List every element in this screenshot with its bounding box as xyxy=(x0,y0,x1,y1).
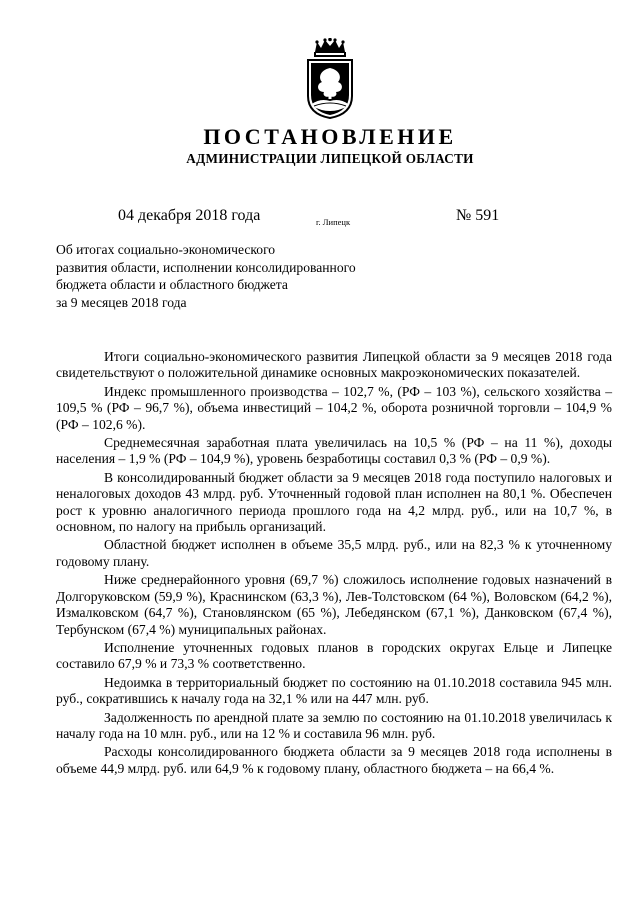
document-body xyxy=(56,349,612,779)
body-paragraph: Ниже среднерайонного уровня (69,7 %) сложилось исполнение годовых назначений в Долгоруковском (59,9 %), Краснинском (63,3 %), Лев-Толстовском (64 %), Воловском (64,2 %), Измалковском (64,7 %), Становлянском (65 %), Лебедянском (67,1 %), Данковском (67,4 %), Тербунском (67,4 %) муниципальных районах. xyxy=(56,572,612,637)
document-date: 04 декабря 2018 года xyxy=(118,207,261,224)
document-title: ПОСТАНОВЛЕНИЕ xyxy=(203,124,457,149)
subject-line: Об итогах социально-экономического xyxy=(56,242,276,257)
document-subtitle: АДМИНИСТРАЦИИ ЛИПЕЦКОЙ ОБЛАСТИ xyxy=(186,151,474,166)
document-city: г. Липецк xyxy=(316,217,351,227)
body-paragraph: В консолидированный бюджет области за 9 месяцев 2018 года поступило налоговых и неналоговых доходов 43 млрд. руб. Уточненный годовой план исполнен на 80,1 %. Обеспечен рост к уровню аналогичного периода прошлого года на 4,2 млрд. руб., или на 10,7 %, в основном, по налогу на прибыль организаций. xyxy=(56,469,612,535)
subject-line: бюджета области и областного бюджета xyxy=(56,277,288,293)
body-paragraph: Среднемесячная заработная плата увеличилась на 10,5 % (РФ – на 11 %), доходы населения – 1,9 % (РФ – 104,9 %), уровень безработицы составил 0,3 % (РФ – 0,9 %). xyxy=(56,435,612,467)
body-paragraph: Расходы консолидированного бюджета области за 9 месяцев 2018 года исполнены в объеме 44,9 млрд. руб. или 64,9 % к годовому плану, областного бюджета – на 66,4 %. xyxy=(56,744,612,776)
subject-line: за 9 месяцев 2018 года xyxy=(56,294,187,310)
body-paragraph: Исполнение уточненных годовых планов в городских округах Ельце и Липецке составило 67,9 % и 73,3 % соответственно. xyxy=(56,639,612,672)
body-paragraph: Индекс промышленного производства – 102,7 %, (РФ – 103 %), сельского хозяйства – 109,5 % (РФ – 96,7 %), объема инвестиций – 104,2 %, оборота розничной торговли – 104,9 % (РФ – 102,6 %). xyxy=(56,383,612,432)
lipetsk-coat-of-arms-icon xyxy=(300,38,360,120)
document-subject xyxy=(56,241,416,311)
body-paragraph: Задолженность по арендной плате за землю по состоянию на 01.10.2018 увеличилась к началу года на 10 млн. руб., или на 12 % и составила 96 млн. руб. xyxy=(56,709,612,741)
body-paragraph: Недоимка в территориальный бюджет по состоянию на 01.10.2018 составила 945 млн. руб., сократившись к началу года на 32,1 % или на 447 млн. руб. xyxy=(56,674,612,707)
document-number: № 591 xyxy=(456,207,500,224)
body-paragraph: Итоги социально-экономического развития Липецкой области за 9 месяцев 2018 года свидетельствуют о положительной динамике основных макроэкономических показателей. xyxy=(56,349,612,381)
subject-line: развития области, исполнении консолидированного xyxy=(56,259,356,275)
body-paragraph: Областной бюджет исполнен в объеме 35,5 млрд. руб., или на 82,3 % к уточненному годовому плану. xyxy=(56,537,612,569)
